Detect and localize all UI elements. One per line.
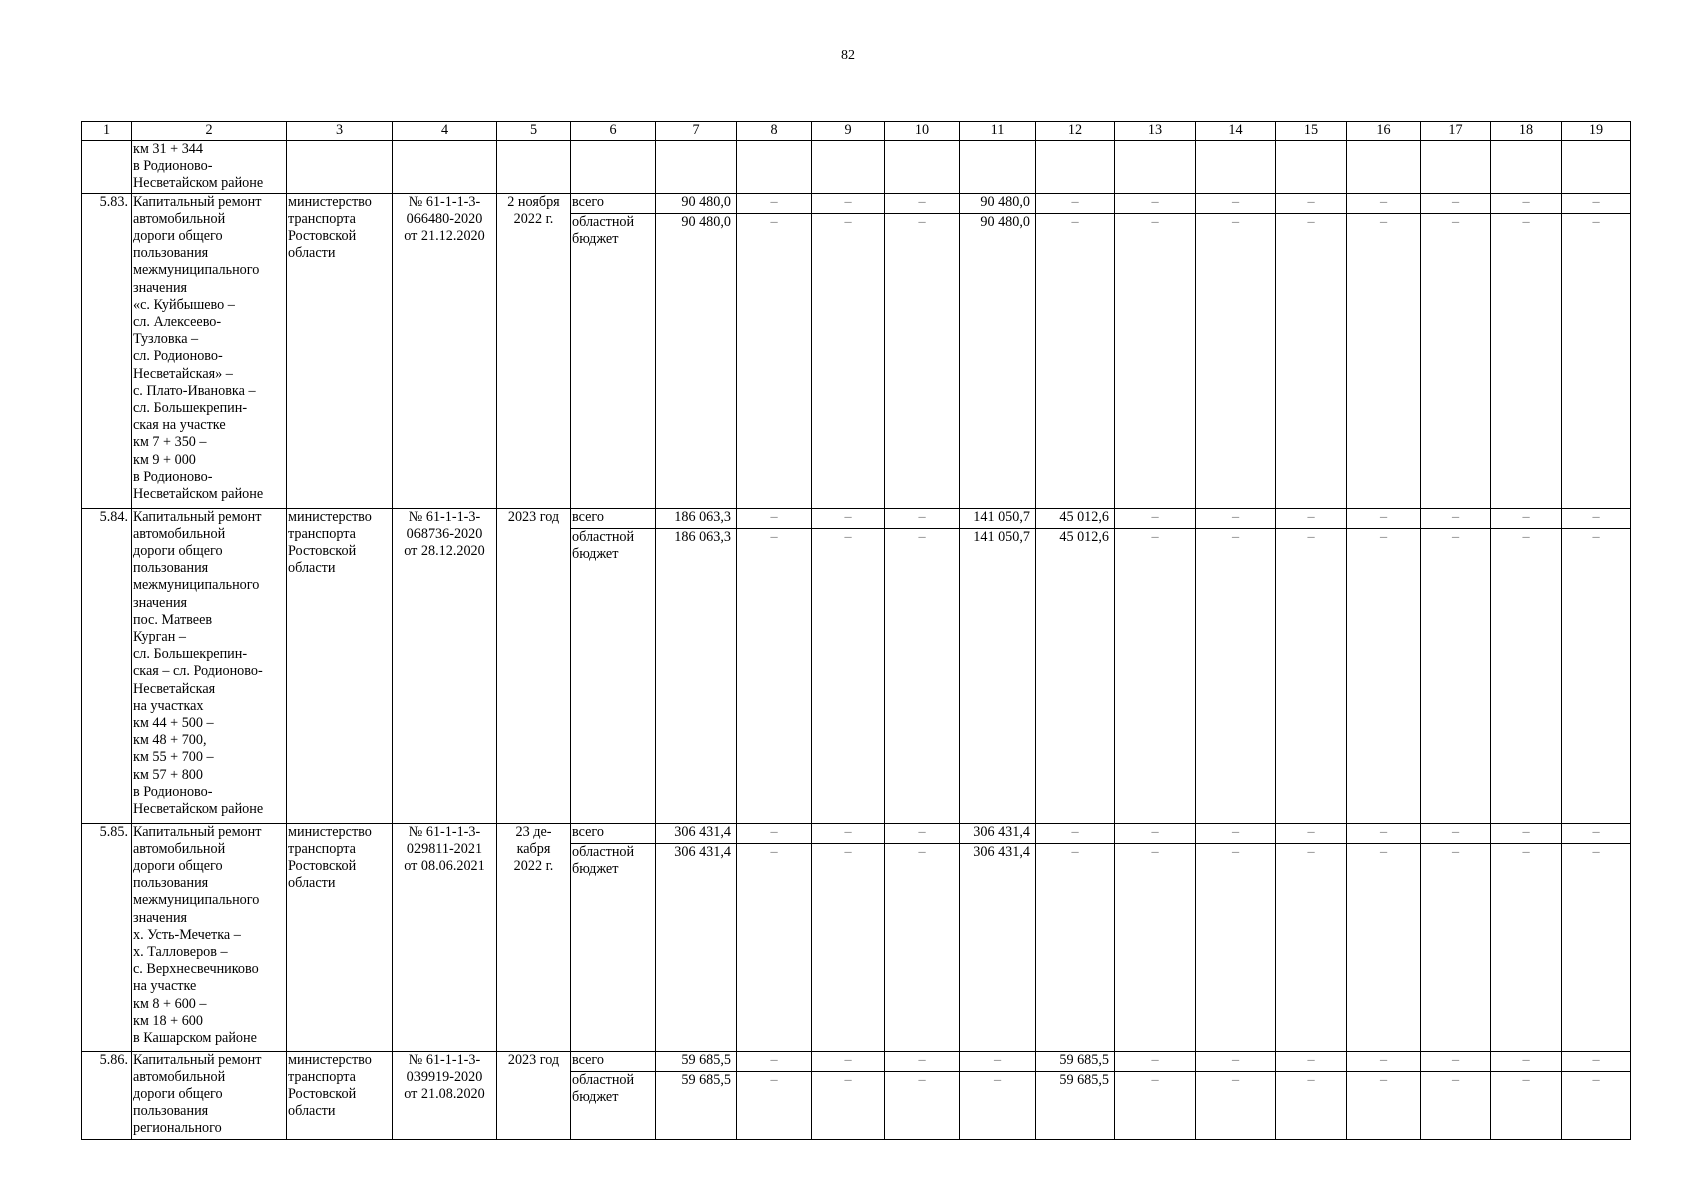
amount-cell: –: [812, 508, 885, 528]
empty-cell: [497, 141, 571, 194]
column-number: 19: [1562, 122, 1631, 141]
amount-cell: –: [1347, 1071, 1421, 1139]
amount-cell: –: [1421, 213, 1491, 508]
object-name: Капитальный ремонт автомобильной дороги общего пользования регионального: [132, 1051, 287, 1139]
empty-cell: [737, 141, 812, 194]
amount-cell: –: [1421, 1051, 1491, 1071]
amount-cell: –: [812, 193, 885, 213]
amount-cell: –: [737, 1051, 812, 1071]
completion-date: 2023 год: [497, 508, 571, 823]
amount-cell: –: [1421, 823, 1491, 843]
amount-cell: –: [1115, 528, 1196, 823]
amount-cell: –: [1491, 193, 1562, 213]
amount-cell: 45 012,6: [1036, 528, 1115, 823]
empty-cell: [1421, 141, 1491, 194]
amount-cell: –: [960, 1071, 1036, 1139]
funding-source: областной бюджет: [571, 528, 656, 823]
column-number: 2: [132, 122, 287, 141]
empty-cell: [287, 141, 393, 194]
empty-cell: [82, 141, 132, 194]
amount-cell: –: [885, 213, 960, 508]
amount-cell: –: [812, 823, 885, 843]
column-number-row: [82, 122, 1631, 141]
amount-cell: –: [1196, 508, 1276, 528]
amount-cell: –: [885, 1051, 960, 1071]
amount-cell: –: [1036, 193, 1115, 213]
amount-cell: –: [1276, 1051, 1347, 1071]
amount-cell: 90 480,0: [656, 213, 737, 508]
empty-cell: [1196, 141, 1276, 194]
column-number: 18: [1491, 122, 1562, 141]
amount-cell: 59 685,5: [656, 1051, 737, 1071]
amount-cell: 141 050,7: [960, 508, 1036, 528]
amount-cell: –: [1491, 528, 1562, 823]
amount-cell: –: [1347, 843, 1421, 1051]
expertise-document: № 61-1-1-3- 029811-2021 от 08.06.2021: [393, 823, 497, 1051]
amount-cell: 306 431,4: [960, 843, 1036, 1051]
amount-cell: –: [960, 1051, 1036, 1071]
amount-cell: 45 012,6: [1036, 508, 1115, 528]
amount-cell: –: [737, 1071, 812, 1139]
amount-cell: –: [885, 823, 960, 843]
empty-cell: [1115, 141, 1196, 194]
object-name: Капитальный ремонт автомобильной дороги общего пользования межмуниципального значения пос. Матвеев Курган – сл. Большекрепин- ская – сл. Родионово- Несветайская на участках км 44 + 500 – км 48 + 700, км 55 + 700 – км 57 + 800 в Родионово- Несветайском районе: [132, 508, 287, 823]
amount-cell: –: [1115, 823, 1196, 843]
amount-cell: –: [1036, 823, 1115, 843]
column-number: 9: [812, 122, 885, 141]
column-number: 7: [656, 122, 737, 141]
expertise-document: № 61-1-1-3- 039919-2020 от 21.08.2020: [393, 1051, 497, 1139]
amount-cell: 90 480,0: [656, 193, 737, 213]
amount-cell: –: [1196, 528, 1276, 823]
empty-cell: [571, 141, 656, 194]
amount-cell: 59 685,5: [1036, 1071, 1115, 1139]
amount-cell: –: [1347, 528, 1421, 823]
amount-cell: –: [737, 213, 812, 508]
amount-cell: –: [1421, 193, 1491, 213]
amount-cell: –: [1115, 508, 1196, 528]
amount-cell: –: [1347, 1051, 1421, 1071]
amount-cell: –: [1562, 508, 1631, 528]
amount-cell: 186 063,3: [656, 528, 737, 823]
completion-date: 2 ноября 2022 г.: [497, 193, 571, 508]
column-number: 10: [885, 122, 960, 141]
completion-date: 23 де- кабря 2022 г.: [497, 823, 571, 1051]
amount-cell: –: [1491, 1051, 1562, 1071]
customer: министерство транспорта Ростовской области: [287, 508, 393, 823]
completion-date: 2023 год: [497, 1051, 571, 1139]
amount-cell: –: [1562, 1071, 1631, 1139]
amount-cell: –: [1347, 508, 1421, 528]
row-number: 5.86.: [82, 1051, 132, 1139]
amount-cell: –: [1347, 193, 1421, 213]
amount-cell: –: [1115, 213, 1196, 508]
amount-cell: –: [1347, 823, 1421, 843]
amount-cell: –: [885, 1071, 960, 1139]
amount-cell: –: [812, 528, 885, 823]
amount-cell: 306 431,4: [656, 843, 737, 1051]
empty-cell: [656, 141, 737, 194]
amount-cell: –: [1196, 843, 1276, 1051]
column-number: 1: [82, 122, 132, 141]
customer: министерство транспорта Ростовской области: [287, 823, 393, 1051]
amount-cell: –: [1421, 508, 1491, 528]
expertise-document: № 61-1-1-3- 068736-2020 от 28.12.2020: [393, 508, 497, 823]
amount-cell: –: [1276, 823, 1347, 843]
continuation-row: [82, 141, 1631, 194]
amount-cell: –: [1196, 823, 1276, 843]
amount-cell: –: [1276, 1071, 1347, 1139]
amount-cell: –: [1115, 1051, 1196, 1071]
table-row: [82, 508, 1631, 528]
funding-source: всего: [571, 1051, 656, 1071]
object-name-continuation: км 31 + 344 в Родионово- Несветайском районе: [132, 141, 287, 194]
object-name: Капитальный ремонт автомобильной дороги общего пользования межмуниципального значения х. Усть-Мечетка – х. Талловеров – с. Верхнесвечниково на участке км 8 + 600 – км 18 + 600 в Кашарском районе: [132, 823, 287, 1051]
amount-cell: –: [1562, 1051, 1631, 1071]
column-number: 3: [287, 122, 393, 141]
amount-cell: –: [1276, 213, 1347, 508]
amount-cell: –: [1196, 1071, 1276, 1139]
amount-cell: –: [1421, 1071, 1491, 1139]
empty-cell: [1036, 141, 1115, 194]
amount-cell: 306 431,4: [656, 823, 737, 843]
investment-table: [81, 121, 1631, 1140]
funding-source: всего: [571, 508, 656, 528]
amount-cell: –: [1491, 823, 1562, 843]
expertise-document: № 61-1-1-3- 066480-2020 от 21.12.2020: [393, 193, 497, 508]
amount-cell: 186 063,3: [656, 508, 737, 528]
amount-cell: –: [1491, 843, 1562, 1051]
customer: министерство транспорта Ростовской области: [287, 1051, 393, 1139]
empty-cell: [393, 141, 497, 194]
amount-cell: –: [1196, 213, 1276, 508]
amount-cell: –: [885, 508, 960, 528]
empty-cell: [1562, 141, 1631, 194]
column-number: 11: [960, 122, 1036, 141]
page-number: 82: [841, 48, 855, 63]
empty-cell: [1491, 141, 1562, 194]
empty-cell: [1276, 141, 1347, 194]
amount-cell: –: [885, 193, 960, 213]
amount-cell: –: [1276, 508, 1347, 528]
customer: министерство транспорта Ростовской области: [287, 193, 393, 508]
amount-cell: –: [737, 508, 812, 528]
funding-source: всего: [571, 193, 656, 213]
amount-cell: –: [1196, 193, 1276, 213]
column-number: 15: [1276, 122, 1347, 141]
amount-cell: –: [885, 843, 960, 1051]
amount-cell: –: [1562, 528, 1631, 823]
amount-cell: –: [1562, 843, 1631, 1051]
amount-cell: 306 431,4: [960, 823, 1036, 843]
amount-cell: –: [1115, 193, 1196, 213]
amount-cell: –: [1036, 843, 1115, 1051]
column-number: 6: [571, 122, 656, 141]
column-number: 16: [1347, 122, 1421, 141]
amount-cell: –: [1491, 213, 1562, 508]
empty-cell: [812, 141, 885, 194]
column-number: 4: [393, 122, 497, 141]
amount-cell: –: [885, 528, 960, 823]
amount-cell: 90 480,0: [960, 213, 1036, 508]
amount-cell: 141 050,7: [960, 528, 1036, 823]
amount-cell: –: [1276, 193, 1347, 213]
amount-cell: 59 685,5: [1036, 1051, 1115, 1071]
amount-cell: –: [1562, 823, 1631, 843]
amount-cell: –: [812, 1071, 885, 1139]
column-number: 5: [497, 122, 571, 141]
table-row: [82, 823, 1631, 843]
column-number: 12: [1036, 122, 1115, 141]
empty-cell: [960, 141, 1036, 194]
amount-cell: –: [1196, 1051, 1276, 1071]
amount-cell: –: [812, 1051, 885, 1071]
empty-cell: [1347, 141, 1421, 194]
amount-cell: 90 480,0: [960, 193, 1036, 213]
amount-cell: –: [737, 823, 812, 843]
column-number: 17: [1421, 122, 1491, 141]
amount-cell: –: [1562, 213, 1631, 508]
column-number: 8: [737, 122, 812, 141]
funding-source: областной бюджет: [571, 843, 656, 1051]
amount-cell: –: [1421, 528, 1491, 823]
table-row: [82, 1051, 1631, 1071]
amount-cell: –: [1115, 843, 1196, 1051]
funding-source: областной бюджет: [571, 213, 656, 508]
row-number: 5.83.: [82, 193, 132, 508]
empty-cell: [885, 141, 960, 194]
amount-cell: –: [1276, 843, 1347, 1051]
funding-source: всего: [571, 823, 656, 843]
row-number: 5.84.: [82, 508, 132, 823]
amount-cell: –: [812, 213, 885, 508]
amount-cell: –: [1347, 213, 1421, 508]
amount-cell: –: [737, 843, 812, 1051]
amount-cell: –: [1276, 528, 1347, 823]
object-name: Капитальный ремонт автомобильной дороги общего пользования межмуниципального значения «с. Куйбышево – сл. Алексеево- Тузловка – сл. Родионово- Несветайская» – с. Плато-Ивановка – сл. Большекрепин- ская на участке км 7 + 350 – км 9 + 000 в Родионово- Несветайском районе: [132, 193, 287, 508]
amount-cell: –: [1036, 213, 1115, 508]
amount-cell: –: [1491, 508, 1562, 528]
amount-cell: 59 685,5: [656, 1071, 737, 1139]
amount-cell: –: [1421, 843, 1491, 1051]
row-number: 5.85.: [82, 823, 132, 1051]
funding-source: областной бюджет: [571, 1071, 656, 1139]
column-number: 14: [1196, 122, 1276, 141]
amount-cell: –: [812, 843, 885, 1051]
amount-cell: –: [1491, 1071, 1562, 1139]
table-row: [82, 193, 1631, 213]
amount-cell: –: [1562, 193, 1631, 213]
column-number: 13: [1115, 122, 1196, 141]
amount-cell: –: [737, 193, 812, 213]
amount-cell: –: [1115, 1071, 1196, 1139]
amount-cell: –: [737, 528, 812, 823]
